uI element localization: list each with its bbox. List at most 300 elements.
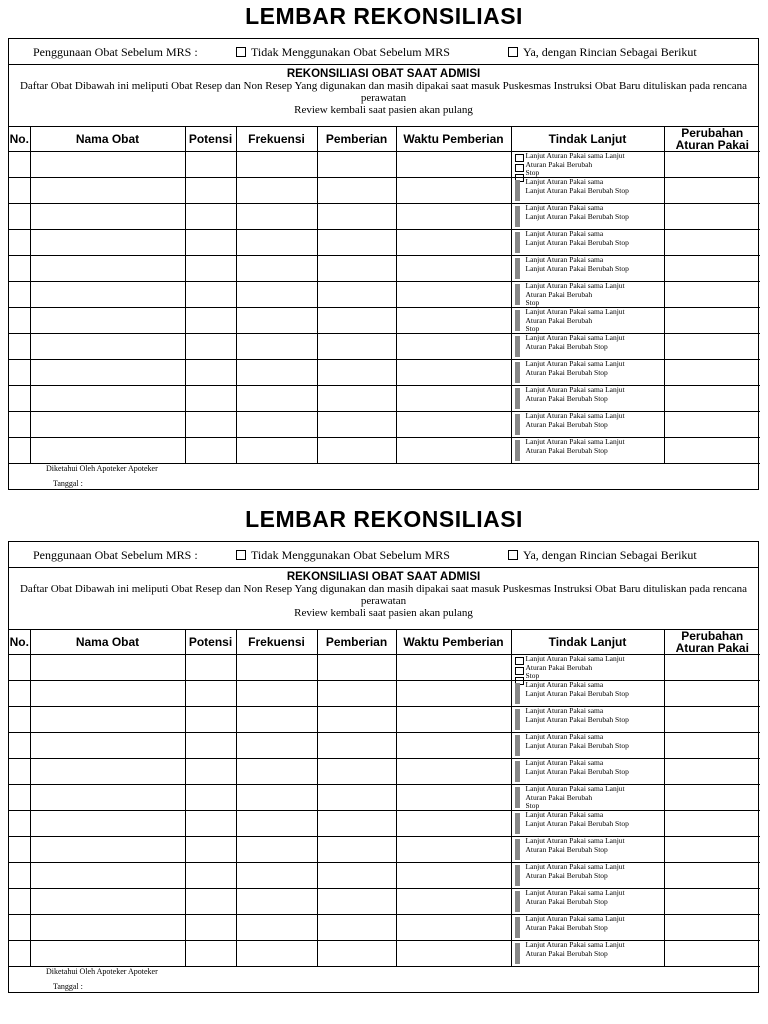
cell-tindak-lanjut[interactable] <box>511 282 664 308</box>
cell-potensi[interactable] <box>185 308 236 334</box>
cell-potensi[interactable] <box>185 152 236 178</box>
cell-potensi[interactable] <box>185 733 236 759</box>
cell-frekuensi[interactable] <box>236 681 317 707</box>
cell-waktu-pemberian[interactable] <box>396 941 511 967</box>
tindak-lanjut-options: Lanjut Aturan Pakai sama Lanjut Aturan Pakai Berubah Stop <box>525 759 629 776</box>
cell-no[interactable] <box>9 733 30 759</box>
cell-waktu-pemberian[interactable] <box>396 412 511 438</box>
form-title: LEMBAR REKONSILIASI <box>245 506 523 532</box>
cell-waktu-pemberian[interactable] <box>396 915 511 941</box>
cell-frekuensi[interactable] <box>236 360 317 386</box>
cell-no[interactable] <box>9 152 30 178</box>
checkbox-stack-icon[interactable] <box>515 787 520 808</box>
table-row <box>9 863 760 889</box>
tindak-lanjut-options: Lanjut Aturan Pakai sama Lanjut Aturan Pakai Berubah Stop <box>525 152 625 177</box>
cell-tindak-lanjut[interactable] <box>511 889 664 915</box>
cell-perubahan-aturan-pakai[interactable] <box>664 941 760 967</box>
cell-tindak-lanjut[interactable] <box>511 655 664 681</box>
cell-tindak-lanjut[interactable] <box>511 360 664 386</box>
cell-nama-obat[interactable] <box>30 334 185 360</box>
checkbox-stack-icon[interactable] <box>515 310 520 331</box>
cell-waktu-pemberian[interactable] <box>396 681 511 707</box>
table-row <box>9 282 760 308</box>
cell-perubahan-aturan-pakai[interactable] <box>664 412 760 438</box>
medication-table <box>9 127 760 464</box>
cell-perubahan-aturan-pakai[interactable] <box>664 230 760 256</box>
cell-perubahan-aturan-pakai[interactable] <box>664 204 760 230</box>
cell-nama-obat[interactable] <box>30 360 185 386</box>
cell-pemberian[interactable] <box>317 707 396 733</box>
checkbox-stack-icon[interactable] <box>515 206 520 227</box>
admisi-text: Daftar Obat Dibawah ini meliputi Obat Resep dan Non Resep Yang digunakan dan masih dipakai saat masuk Puskesmas Instruksi Obat Baru dituliskan pada rencana perawatan <box>19 80 748 104</box>
cell-pemberian[interactable] <box>317 837 396 863</box>
cell-tindak-lanjut[interactable] <box>511 681 664 707</box>
tindak-lanjut-options: Lanjut Aturan Pakai sama Lanjut Aturan Pakai Berubah Stop <box>525 230 629 247</box>
cell-perubahan-aturan-pakai[interactable] <box>664 655 760 681</box>
cell-frekuensi[interactable] <box>236 178 317 204</box>
cell-pemberian[interactable] <box>317 681 396 707</box>
col-waktu-pemberian: Waktu Pemberian <box>396 127 511 152</box>
cell-perubahan-aturan-pakai[interactable] <box>664 889 760 915</box>
cell-frekuensi[interactable] <box>236 412 317 438</box>
checkbox-stack-icon[interactable] <box>515 388 520 409</box>
cell-frekuensi[interactable] <box>236 811 317 837</box>
table-row <box>9 811 760 837</box>
cell-frekuensi[interactable] <box>236 863 317 889</box>
cell-waktu-pemberian[interactable] <box>396 386 511 412</box>
cell-pemberian[interactable] <box>317 360 396 386</box>
cell-nama-obat[interactable] <box>30 282 185 308</box>
cell-nama-obat[interactable] <box>30 733 185 759</box>
checkbox-stack-icon[interactable] <box>515 180 520 201</box>
cell-tindak-lanjut[interactable] <box>511 178 664 204</box>
cell-nama-obat[interactable] <box>30 863 185 889</box>
cell-perubahan-aturan-pakai[interactable] <box>664 386 760 412</box>
cell-potensi[interactable] <box>185 438 236 464</box>
cell-perubahan-aturan-pakai[interactable] <box>664 915 760 941</box>
cell-tindak-lanjut[interactable] <box>511 915 664 941</box>
cell-waktu-pemberian[interactable] <box>396 256 511 282</box>
cell-potensi[interactable] <box>185 230 236 256</box>
cell-perubahan-aturan-pakai[interactable] <box>664 256 760 282</box>
cell-perubahan-aturan-pakai[interactable] <box>664 785 760 811</box>
cell-tindak-lanjut[interactable] <box>511 707 664 733</box>
reconciliation-form-1 <box>8 38 759 490</box>
col-nama-obat: Nama Obat <box>30 630 185 655</box>
tindak-lanjut-options: Lanjut Aturan Pakai sama Lanjut Aturan Pakai Berubah Stop <box>525 334 625 351</box>
mrs-row <box>9 542 758 568</box>
cell-nama-obat[interactable] <box>30 308 185 334</box>
cell-no[interactable] <box>9 889 30 915</box>
table-row <box>9 178 760 204</box>
table-row <box>9 889 760 915</box>
cell-perubahan-aturan-pakai[interactable] <box>664 438 760 464</box>
tindak-lanjut-options: Lanjut Aturan Pakai sama Lanjut Aturan Pakai Berubah Stop <box>525 733 629 750</box>
checkbox-stack-icon[interactable] <box>515 258 520 279</box>
cell-frekuensi[interactable] <box>236 386 317 412</box>
checkbox-stack-icon[interactable] <box>515 761 520 782</box>
col-tindak-lanjut: Tindak Lanjut <box>511 630 664 655</box>
cell-perubahan-aturan-pakai[interactable] <box>664 282 760 308</box>
cell-nama-obat[interactable] <box>30 386 185 412</box>
checkbox-stack-icon[interactable] <box>515 813 520 834</box>
cell-no[interactable] <box>9 256 30 282</box>
checkbox-stack-icon[interactable] <box>515 839 520 860</box>
cell-pemberian[interactable] <box>317 152 396 178</box>
cell-perubahan-aturan-pakai[interactable] <box>664 308 760 334</box>
table-row <box>9 152 760 178</box>
checkbox-icon[interactable] <box>515 154 524 162</box>
cell-pemberian[interactable] <box>317 412 396 438</box>
option-no-mrs[interactable]: Tidak Menggunakan Obat Sebelum MRS <box>236 45 450 60</box>
cell-tindak-lanjut[interactable] <box>511 837 664 863</box>
cell-no[interactable] <box>9 681 30 707</box>
checkbox-stack-icon[interactable] <box>515 440 520 461</box>
cell-nama-obat[interactable] <box>30 811 185 837</box>
table-row <box>9 386 760 412</box>
checkbox-stack-icon[interactable] <box>515 362 520 383</box>
cell-no[interactable] <box>9 759 30 785</box>
cell-potensi[interactable] <box>185 889 236 915</box>
cell-no[interactable] <box>9 811 30 837</box>
cell-waktu-pemberian[interactable] <box>396 334 511 360</box>
cell-perubahan-aturan-pakai[interactable] <box>664 178 760 204</box>
checkbox-stack-icon[interactable] <box>515 865 520 886</box>
cell-no[interactable] <box>9 178 30 204</box>
admisi-title: REKONSILIASI OBAT SAAT ADMISI <box>286 68 481 80</box>
checkbox-icon[interactable] <box>508 47 518 57</box>
checkbox-stack-icon[interactable] <box>515 336 520 357</box>
cell-waktu-pemberian[interactable] <box>396 707 511 733</box>
checkbox-icon[interactable] <box>508 550 518 560</box>
cell-waktu-pemberian[interactable] <box>396 785 511 811</box>
table-row <box>9 837 760 863</box>
cell-waktu-pemberian[interactable] <box>396 204 511 230</box>
cell-tindak-lanjut[interactable] <box>511 733 664 759</box>
tindak-lanjut-options: Lanjut Aturan Pakai sama Lanjut Aturan Pakai Berubah Stop <box>525 707 629 724</box>
checkbox-icon[interactable] <box>515 667 524 675</box>
cell-tindak-lanjut[interactable] <box>511 412 664 438</box>
cell-potensi[interactable] <box>185 178 236 204</box>
tindak-lanjut-options: Lanjut Aturan Pakai sama Lanjut Aturan Pakai Berubah Stop <box>525 837 625 854</box>
table-row <box>9 733 760 759</box>
cell-potensi[interactable] <box>185 386 236 412</box>
table-row <box>9 941 760 967</box>
cell-pemberian[interactable] <box>317 282 396 308</box>
table-row <box>9 759 760 785</box>
medication-table <box>9 630 760 967</box>
cell-frekuensi[interactable] <box>236 204 317 230</box>
cell-pemberian[interactable] <box>317 941 396 967</box>
cell-potensi[interactable] <box>185 837 236 863</box>
col-no: No. <box>9 127 30 152</box>
checkbox-stack-icon[interactable] <box>515 943 520 964</box>
cell-frekuensi[interactable] <box>236 256 317 282</box>
table-row <box>9 334 760 360</box>
cell-nama-obat[interactable] <box>30 759 185 785</box>
checkbox-stack-icon[interactable] <box>515 232 520 253</box>
cell-tindak-lanjut[interactable] <box>511 334 664 360</box>
cell-potensi[interactable] <box>185 256 236 282</box>
cell-pemberian[interactable] <box>317 889 396 915</box>
cell-perubahan-aturan-pakai[interactable] <box>664 152 760 178</box>
cell-nama-obat[interactable] <box>30 681 185 707</box>
footer-signed: Diketahui Oleh Apoteker Apoteker <box>46 464 158 473</box>
cell-frekuensi[interactable] <box>236 837 317 863</box>
cell-nama-obat[interactable] <box>30 941 185 967</box>
cell-potensi[interactable] <box>185 785 236 811</box>
cell-potensi[interactable] <box>185 759 236 785</box>
cell-frekuensi[interactable] <box>236 282 317 308</box>
cell-nama-obat[interactable] <box>30 178 185 204</box>
cell-perubahan-aturan-pakai[interactable] <box>664 681 760 707</box>
table-row <box>9 785 760 811</box>
table-row <box>9 360 760 386</box>
form-footer <box>9 464 758 489</box>
cell-frekuensi[interactable] <box>236 230 317 256</box>
col-frekuensi: Frekuensi <box>236 127 317 152</box>
col-pemberian: Pemberian <box>317 630 396 655</box>
cell-perubahan-aturan-pakai[interactable] <box>664 863 760 889</box>
cell-no[interactable] <box>9 334 30 360</box>
tindak-lanjut-options: Lanjut Aturan Pakai sama Lanjut Aturan Pakai Berubah Stop <box>525 360 625 377</box>
cell-potensi[interactable] <box>185 941 236 967</box>
cell-frekuensi[interactable] <box>236 733 317 759</box>
cell-waktu-pemberian[interactable] <box>396 230 511 256</box>
cell-potensi[interactable] <box>185 334 236 360</box>
cell-pemberian[interactable] <box>317 915 396 941</box>
table-row <box>9 204 760 230</box>
cell-tindak-lanjut[interactable] <box>511 204 664 230</box>
cell-pemberian[interactable] <box>317 811 396 837</box>
checkbox-stack-icon[interactable] <box>515 683 520 704</box>
cell-waktu-pemberian[interactable] <box>396 889 511 915</box>
cell-pemberian[interactable] <box>317 785 396 811</box>
checkbox-icon[interactable] <box>515 657 524 665</box>
cell-no[interactable] <box>9 707 30 733</box>
cell-tindak-lanjut[interactable] <box>511 759 664 785</box>
cell-frekuensi[interactable] <box>236 915 317 941</box>
checkbox-stack-icon[interactable] <box>515 735 520 756</box>
footer-date[interactable]: Tanggal : <box>53 479 83 488</box>
form-footer <box>9 967 758 992</box>
cell-no[interactable] <box>9 360 30 386</box>
cell-pemberian[interactable] <box>317 386 396 412</box>
table-row <box>9 707 760 733</box>
cell-tindak-lanjut[interactable] <box>511 256 664 282</box>
cell-potensi[interactable] <box>185 915 236 941</box>
cell-waktu-pemberian[interactable] <box>396 282 511 308</box>
col-perubahan-aturan-pakai: Perubahan Aturan Pakai <box>664 127 760 152</box>
cell-nama-obat[interactable] <box>30 837 185 863</box>
cell-waktu-pemberian[interactable] <box>396 759 511 785</box>
admisi-text: Daftar Obat Dibawah ini meliputi Obat Resep dan Non Resep Yang digunakan dan masih dipakai saat masuk Puskesmas Instruksi Obat Baru dituliskan pada rencana perawatan <box>19 583 748 607</box>
cell-pemberian[interactable] <box>317 230 396 256</box>
cell-waktu-pemberian[interactable] <box>396 360 511 386</box>
cell-frekuensi[interactable] <box>236 438 317 464</box>
cell-perubahan-aturan-pakai[interactable] <box>664 811 760 837</box>
checkbox-stack-icon[interactable] <box>515 709 520 730</box>
review-text: Review kembali saat pasien akan pulang <box>294 607 473 619</box>
cell-perubahan-aturan-pakai[interactable] <box>664 759 760 785</box>
mrs-label: Penggunaan Obat Sebelum MRS : <box>33 548 198 562</box>
cell-pemberian[interactable] <box>317 256 396 282</box>
col-perubahan-aturan-pakai: Perubahan Aturan Pakai <box>664 630 760 655</box>
cell-potensi[interactable] <box>185 655 236 681</box>
cell-no[interactable] <box>9 655 30 681</box>
cell-frekuensi[interactable] <box>236 152 317 178</box>
col-no: No. <box>9 630 30 655</box>
checkbox-stack-icon[interactable] <box>515 891 520 912</box>
cell-tindak-lanjut[interactable] <box>511 941 664 967</box>
reconciliation-form-2 <box>8 541 759 993</box>
cell-pemberian[interactable] <box>317 308 396 334</box>
cell-tindak-lanjut[interactable] <box>511 863 664 889</box>
cell-tindak-lanjut[interactable] <box>511 152 664 178</box>
tindak-lanjut-options: Lanjut Aturan Pakai sama Lanjut Aturan Pakai Berubah Stop <box>525 308 625 333</box>
cell-potensi[interactable] <box>185 412 236 438</box>
cell-waktu-pemberian[interactable] <box>396 733 511 759</box>
tindak-lanjut-options: Lanjut Aturan Pakai sama Lanjut Aturan Pakai Berubah Stop <box>525 204 629 221</box>
cell-frekuensi[interactable] <box>236 308 317 334</box>
admisi-title: REKONSILIASI OBAT SAAT ADMISI <box>286 571 481 583</box>
tindak-lanjut-options: Lanjut Aturan Pakai sama Lanjut Aturan Pakai Berubah Stop <box>525 915 625 932</box>
table-header <box>9 630 760 655</box>
cell-nama-obat[interactable] <box>30 889 185 915</box>
cell-pemberian[interactable] <box>317 759 396 785</box>
cell-perubahan-aturan-pakai[interactable] <box>664 837 760 863</box>
cell-no[interactable] <box>9 282 30 308</box>
cell-nama-obat[interactable] <box>30 204 185 230</box>
cell-waktu-pemberian[interactable] <box>396 438 511 464</box>
col-pemberian: Pemberian <box>317 127 396 152</box>
checkbox-icon[interactable] <box>236 47 246 57</box>
cell-frekuensi[interactable] <box>236 707 317 733</box>
cell-no[interactable] <box>9 386 30 412</box>
review-text: Review kembali saat pasien akan pulang <box>294 104 473 116</box>
footer-date[interactable]: Tanggal : <box>53 982 83 991</box>
cell-frekuensi[interactable] <box>236 334 317 360</box>
cell-perubahan-aturan-pakai[interactable] <box>664 733 760 759</box>
col-potensi: Potensi <box>185 630 236 655</box>
cell-no[interactable] <box>9 863 30 889</box>
cell-tindak-lanjut[interactable] <box>511 230 664 256</box>
cell-no[interactable] <box>9 941 30 967</box>
cell-potensi[interactable] <box>185 811 236 837</box>
cell-pemberian[interactable] <box>317 655 396 681</box>
cell-nama-obat[interactable] <box>30 655 185 681</box>
cell-pemberian[interactable] <box>317 438 396 464</box>
table-row <box>9 655 760 681</box>
cell-waktu-pemberian[interactable] <box>396 837 511 863</box>
cell-frekuensi[interactable] <box>236 655 317 681</box>
option-no-mrs[interactable]: Tidak Menggunakan Obat Sebelum MRS <box>236 548 450 563</box>
cell-frekuensi[interactable] <box>236 941 317 967</box>
cell-potensi[interactable] <box>185 204 236 230</box>
cell-nama-obat[interactable] <box>30 412 185 438</box>
cell-no[interactable] <box>9 204 30 230</box>
mrs-label: Penggunaan Obat Sebelum MRS : <box>33 45 198 59</box>
tindak-lanjut-options: Lanjut Aturan Pakai sama Lanjut Aturan Pakai Berubah Stop <box>525 256 629 273</box>
table-row <box>9 438 760 464</box>
cell-no[interactable] <box>9 785 30 811</box>
checkbox-stack-icon[interactable] <box>515 284 520 305</box>
cell-tindak-lanjut[interactable] <box>511 785 664 811</box>
cell-pemberian[interactable] <box>317 334 396 360</box>
checkbox-icon[interactable] <box>515 164 524 172</box>
option-yes-mrs[interactable]: Ya, dengan Rincian Sebagai Berikut <box>508 45 697 60</box>
col-frekuensi: Frekuensi <box>236 630 317 655</box>
option-yes-mrs[interactable]: Ya, dengan Rincian Sebagai Berikut <box>508 548 697 563</box>
cell-perubahan-aturan-pakai[interactable] <box>664 360 760 386</box>
cell-nama-obat[interactable] <box>30 707 185 733</box>
col-waktu-pemberian: Waktu Pemberian <box>396 630 511 655</box>
cell-no[interactable] <box>9 230 30 256</box>
cell-nama-obat[interactable] <box>30 785 185 811</box>
cell-potensi[interactable] <box>185 360 236 386</box>
cell-nama-obat[interactable] <box>30 256 185 282</box>
table-row <box>9 915 760 941</box>
tindak-lanjut-options: Lanjut Aturan Pakai sama Lanjut Aturan Pakai Berubah Stop <box>525 681 629 698</box>
cell-pemberian[interactable] <box>317 204 396 230</box>
cell-potensi[interactable] <box>185 863 236 889</box>
cell-nama-obat[interactable] <box>30 152 185 178</box>
cell-frekuensi[interactable] <box>236 759 317 785</box>
tindak-lanjut-options: Lanjut Aturan Pakai sama Lanjut Aturan Pakai Berubah Stop <box>525 386 625 403</box>
cell-potensi[interactable] <box>185 681 236 707</box>
admisi-section <box>9 68 758 127</box>
table-row <box>9 308 760 334</box>
cell-pemberian[interactable] <box>317 178 396 204</box>
checkbox-stack-icon[interactable] <box>515 917 520 938</box>
cell-waktu-pemberian[interactable] <box>396 152 511 178</box>
cell-nama-obat[interactable] <box>30 230 185 256</box>
cell-waktu-pemberian[interactable] <box>396 308 511 334</box>
cell-no[interactable] <box>9 837 30 863</box>
cell-tindak-lanjut[interactable] <box>511 308 664 334</box>
cell-pemberian[interactable] <box>317 863 396 889</box>
table-row <box>9 256 760 282</box>
tindak-lanjut-options: Lanjut Aturan Pakai sama Lanjut Aturan Pakai Berubah Stop <box>525 655 625 680</box>
cell-no[interactable] <box>9 438 30 464</box>
tindak-lanjut-options: Lanjut Aturan Pakai sama Lanjut Aturan Pakai Berubah Stop <box>525 282 625 307</box>
cell-perubahan-aturan-pakai[interactable] <box>664 707 760 733</box>
cell-potensi[interactable] <box>185 282 236 308</box>
cell-nama-obat[interactable] <box>30 915 185 941</box>
col-potensi: Potensi <box>185 127 236 152</box>
cell-no[interactable] <box>9 915 30 941</box>
cell-no[interactable] <box>9 308 30 334</box>
cell-waktu-pemberian[interactable] <box>396 178 511 204</box>
cell-waktu-pemberian[interactable] <box>396 863 511 889</box>
cell-waktu-pemberian[interactable] <box>396 811 511 837</box>
cell-no[interactable] <box>9 412 30 438</box>
cell-waktu-pemberian[interactable] <box>396 655 511 681</box>
checkbox-stack-icon[interactable] <box>515 414 520 435</box>
cell-tindak-lanjut[interactable] <box>511 811 664 837</box>
cell-frekuensi[interactable] <box>236 785 317 811</box>
cell-pemberian[interactable] <box>317 733 396 759</box>
table-row <box>9 681 760 707</box>
cell-nama-obat[interactable] <box>30 438 185 464</box>
tindak-lanjut-options: Lanjut Aturan Pakai sama Lanjut Aturan Pakai Berubah Stop <box>525 863 625 880</box>
cell-potensi[interactable] <box>185 707 236 733</box>
checkbox-icon[interactable] <box>236 550 246 560</box>
cell-frekuensi[interactable] <box>236 889 317 915</box>
cell-perubahan-aturan-pakai[interactable] <box>664 334 760 360</box>
cell-tindak-lanjut[interactable] <box>511 386 664 412</box>
cell-tindak-lanjut[interactable] <box>511 438 664 464</box>
